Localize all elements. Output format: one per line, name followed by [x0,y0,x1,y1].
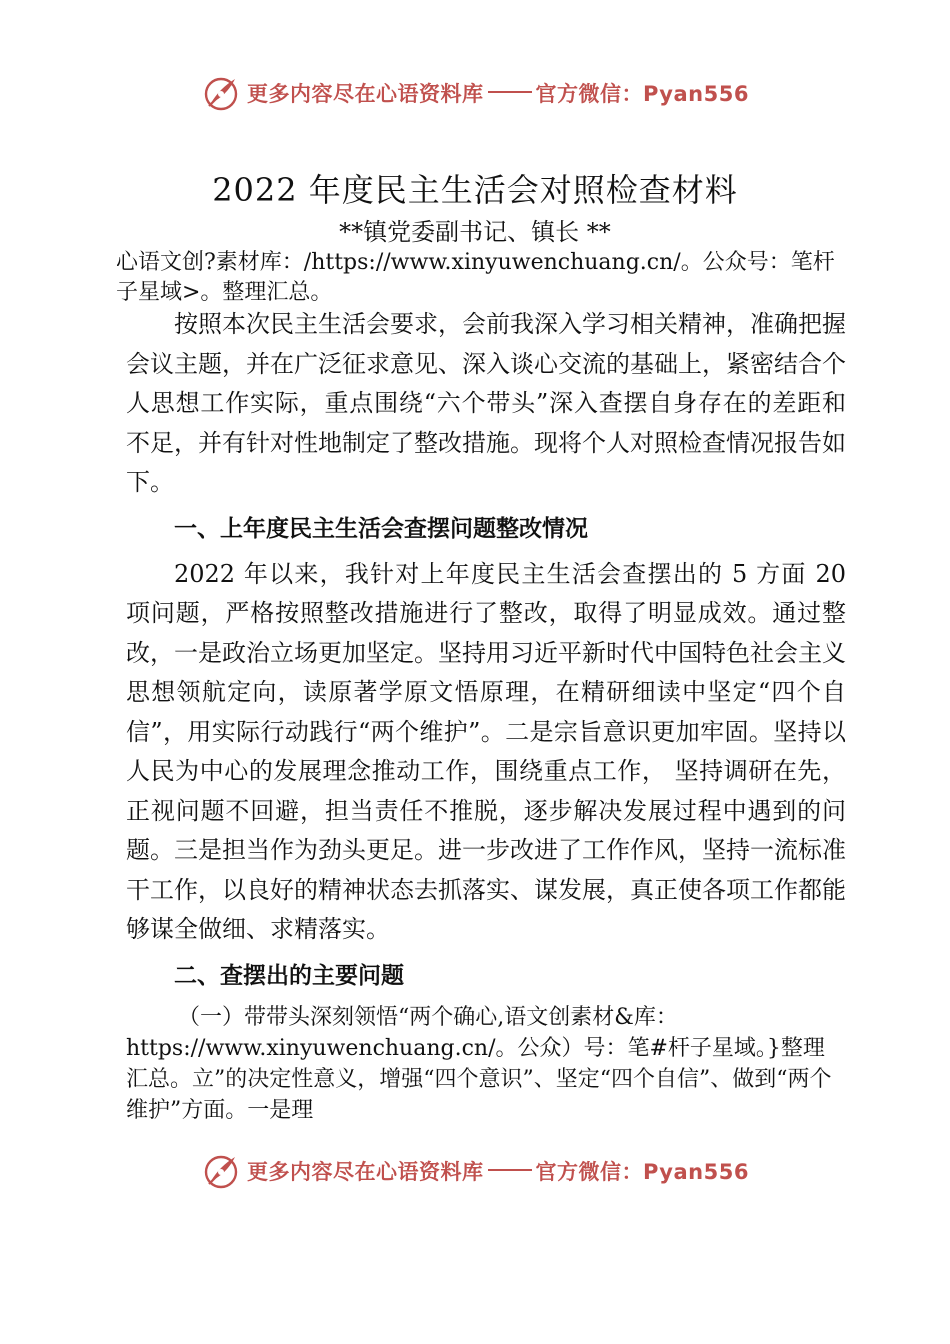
banner-dash [488,1169,532,1171]
banner-dash [488,91,532,93]
section-1-paragraph: 2022 年以来，我针对上年度民主生活会查摆出的 5 方面 20 项问题，严格按照整改措施进行了整改，取得了明显成效。通过整改，一是政治立场更加坚定。坚持用习近平新时代中国特色社会主义思想领航定向，读原著学原文悟原理，在精研细读中坚定“四个自信”，用实际行动践行“两个维护”。二是宗旨意识更加牢固。坚持以人民为中心的发展理念推动工作，围绕重点工作， 坚持调研在先，正视问题不回避，担当责任不推脱，逐步解决发展过程中遇到的问题。三是担当作为劲头更足。进一步改进了工作作风，坚持一流标准干工作，以良好的精神状态去抓落实、谋发展，真正使各项工作都能够谋全做细、求精落实。 [126,559,846,943]
banner-text-wechat: 官方微信：Pyan556 [535,82,749,106]
quill-pen-logo-icon [201,73,241,113]
section-2-heading: 二、查摆出的主要问题 [174,962,404,989]
quill-pen-logo-icon [201,1151,241,1191]
section-2-item-1-text: （一）带带头深刻领悟“两个确心,语文创素材&库：https://www.xinyuwenchuang.cn/。公众）号：笔#杆子星域。}整理汇总。立”的决定性意义，增强“四个意识”、坚定“四个自信”、做到“两个维护”方面。一是理 [126,1004,832,1123]
section-2-item-1 [126,1002,846,1126]
document-subtitle: **镇党委副书记、镇长 ** [339,218,611,246]
banner-text-main: 更多内容尽在心语资料库 [247,82,484,106]
banner-text-wechat: 官方微信：Pyan556 [535,1160,749,1184]
document-title: 2022 年度民主生活会对照检查材料 [212,171,738,209]
bottom-watermark-banner [0,1146,950,1196]
banner-text-main: 更多内容尽在心语资料库 [247,1160,484,1184]
document-body [126,305,846,1126]
section-1-heading: 一、上年度民主生活会查摆问题整改情况 [174,515,588,542]
top-watermark-banner [0,68,950,118]
source-note: 心语文创?素材库：/https://www.xinyuwenchuang.cn/。公众号：笔杆子星域>。整理汇总。 [116,250,835,305]
intro-paragraph: 按照本次民主生活会要求，会前我深入学习相关精神，准确把握会议主题，并在广泛征求意见、深入谈心交流的基础上，紧密结合个人思想工作实际，重点围绕“六个带头”深入查摆自身存在的差距和不足，并有针对性地制定了整改措施。现将个人对照检查情况报告如下。 [126,310,846,496]
